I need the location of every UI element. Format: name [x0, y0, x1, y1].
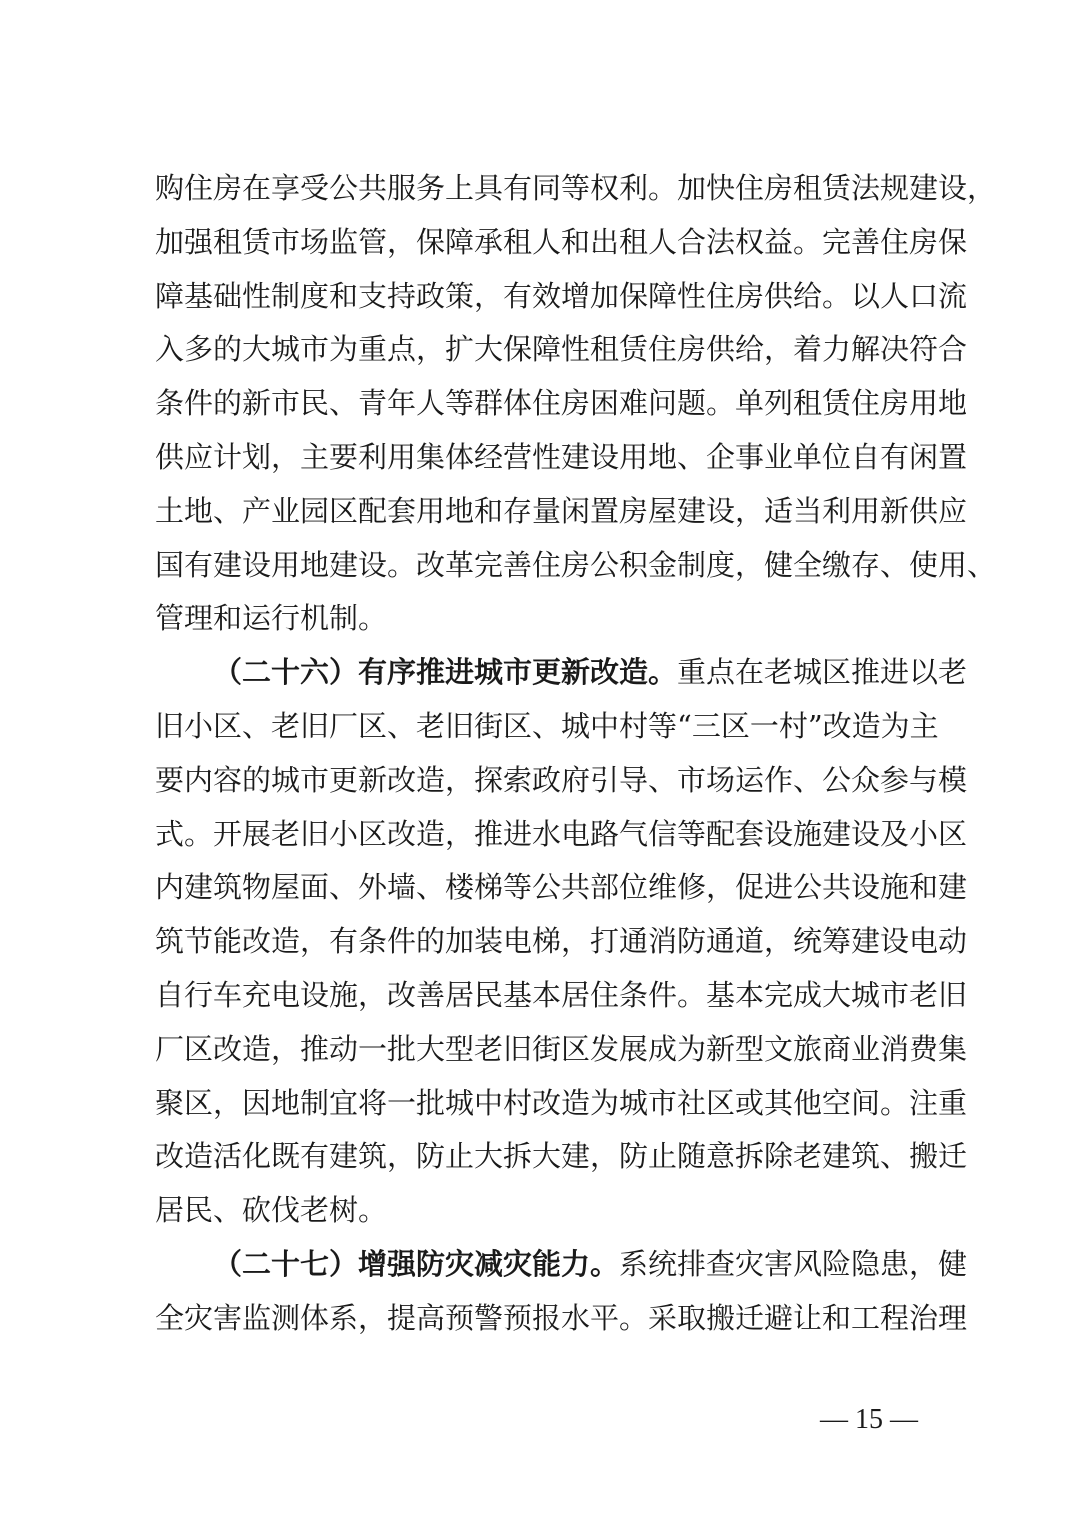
text-line: [155, 377, 968, 431]
text-line: [155, 270, 968, 324]
text-line: [155, 1184, 930, 1238]
text-line: [155, 915, 968, 969]
line-text: 内建筑物屋面、外墙、楼梯等公共部位维修，促进公共设施和建: [155, 870, 968, 905]
line-text: 居民、砍伐老树。: [155, 1193, 388, 1228]
line-text: 厂区改造，推动一批大型老旧街区发展成为新型文旅商业消费集: [155, 1031, 968, 1066]
line-text: 旧小区、老旧厂区、老旧街区、城中村等“三区一村”改造为主: [155, 708, 939, 743]
text-line: [155, 485, 968, 539]
text-line: [155, 539, 997, 593]
section-heading: （二十七）增强防灾减灾能力。: [213, 1246, 620, 1281]
line-text: 系统排查灾害风险隐患，健: [619, 1246, 968, 1281]
text-line: [155, 323, 968, 377]
line-text: 购住房在享受公共服务上具有同等权利。加快住房租赁法规建设，: [155, 171, 997, 205]
section-heading-line: [155, 1238, 968, 1292]
line-text: 改造活化既有建筑，防止大拆大建，防止随意拆除老建筑、搬迁: [155, 1139, 968, 1174]
line-text: 筑节能改造，有条件的加装电梯，打通消防通道，统筹建设电动: [155, 924, 968, 959]
text-line: [155, 1023, 968, 1077]
line-text: 管理和运行机制。: [155, 601, 388, 636]
line-text: 障基础性制度和支持政策，有效增加保障性住房供给。以人口流: [155, 278, 968, 313]
line-text: 自行车充电设施，改善居民基本居住条件。基本完成大城市老旧: [155, 977, 968, 1012]
line-text: 国有建设用地建设。改革完善住房公积金制度，健全缴存、使用、: [155, 547, 997, 582]
section-heading: （二十六）有序推进城市更新改造。: [213, 655, 678, 690]
line-text: 聚区，因地制宜将一批城中村改造为城市社区或其他空间。注重: [155, 1085, 968, 1120]
text-line: [155, 808, 968, 862]
section-heading-line: [155, 646, 968, 700]
line-text: 加强租赁市场监管，保障承租人和出租人合法权益。完善住房保: [155, 224, 968, 259]
text-line: [155, 1077, 968, 1131]
line-text: 式。开展老旧小区改造，推进水电路气信等配套设施建设及小区: [155, 816, 968, 851]
line-text: 条件的新市民、青年人等群体住房困难问题。单列租赁住房用地: [155, 386, 968, 421]
text-line: [155, 969, 968, 1023]
text-line: [155, 1292, 968, 1346]
text-line: [155, 754, 968, 808]
line-text: 供应计划，主要利用集体经营性建设用地、企事业单位自有闲置: [155, 439, 968, 474]
line-text: 全灾害监测体系，提高预警预报水平。采取搬迁避让和工程治理: [155, 1300, 968, 1335]
line-text: 入多的大城市为重点，扩大保障性租赁住房供给，着力解决符合: [155, 332, 968, 367]
page-number: — 15 —: [820, 1404, 918, 1435]
text-line: [155, 431, 968, 485]
text-line: [155, 1130, 968, 1184]
line-text: 土地、产业园区配套用地和存量闲置房屋建设，适当利用新供应: [155, 493, 968, 528]
text-line: [155, 162, 997, 216]
text-line: [155, 592, 930, 646]
text-line: [155, 216, 968, 270]
body-text: [155, 162, 997, 1346]
line-text: 重点在老城区推进以老: [677, 655, 968, 690]
text-line: [155, 700, 939, 754]
line-text: 要内容的城市更新改造，探索政府引导、市场运作、公众参与模: [155, 762, 968, 797]
text-line: [155, 861, 968, 915]
